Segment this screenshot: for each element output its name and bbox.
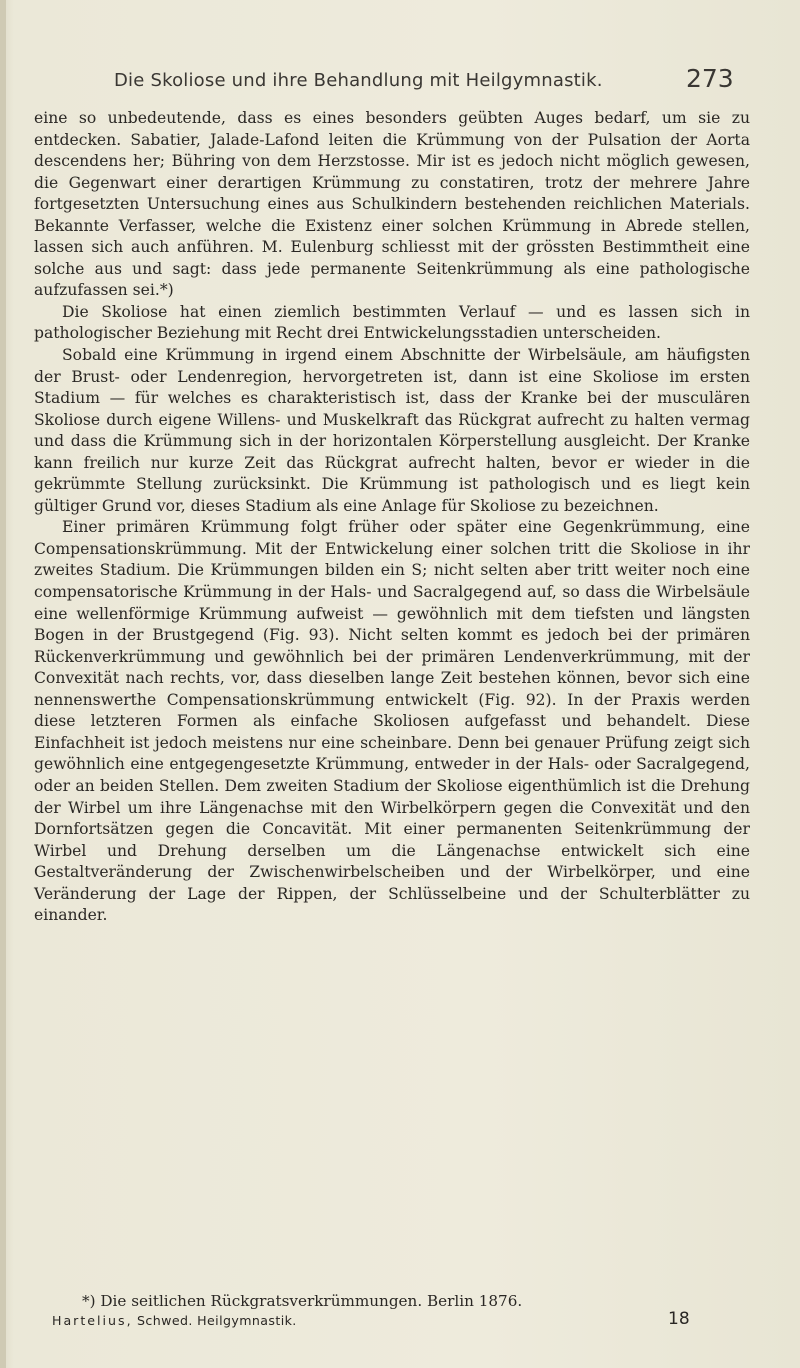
printer-signature (52, 1311, 297, 1331)
paragraph-2: Die Skoliose hat einen ziemlich bestimmten Verlauf — und es lassen sich in pathologischer Beziehung mit Recht drei Entwickelungsstadien unterscheiden. (34, 302, 750, 343)
footnote-block (34, 1291, 750, 1333)
page-header (0, 64, 800, 98)
paragraph-1: eine so unbedeutende, dass es eines besonders geübten Auges bedarf, um sie zu entdecken. Sabatier, Jalade-Lafond leiten die Krümmung von der Pulsation der Aorta descendens her; Bühring von dem Herzstosse. Mir ist es jedoch nicht möglich gewesen, die Gegenwart einer derartigen Krümmung zu constatiren, trotz der mehrere Jahre fortgesetzten Untersuchung eines aus Schulkindern bestehenden reichlichen Materials. Bekannte Verfasser, welche die Existenz einer solchen Krümmung in Abrede stellen, lassen sich auch anführen. M. Eulenburg schliesst mit der grössten Bestimmtheit eine solche aus und sagt: dass jede permanente Seitenkrümmung als eine pathologische aufzufassen sei.*) (34, 109, 750, 300)
signature-title: Schwed. Heilgymnastik. (132, 1313, 297, 1328)
body-text (34, 108, 750, 927)
sheet-number: 18 (668, 1309, 690, 1329)
page-gutter (0, 0, 6, 1368)
paragraph-4: Einer primären Krümmung folgt früher oder später eine Gegenkrümmung, eine Compensationskrümmung. Mit der Entwickelung einer solchen tritt die Skoliose in ihr zweites Stadium. Die Krümmungen bilden ein S; nicht selten aber tritt weiter noch eine compensatorische Krümmung in der Hals- und Sacralgegend auf, so dass die Wirbelsäule eine wellenförmige Krümmung aufweist — gewöhnlich mit dem tiefsten und längsten Bogen in der Brustgegend (Fig. 93). Nicht selten kommt es jedoch bei der primären Rückenverkrümmung und gewöhnlich bei der primären Lendenverkrümmung, mit der Convexität nach rechts, vor, dass dieselben lange Zeit bestehen können, bevor sich eine nennenswerthe Compensationskrümmung entwickelt (Fig. 92). In der Praxis werden diese letzteren Formen als einfache Skoliosen aufgefasst und behandelt. Diese Einfachheit ist jedoch meistens nur eine scheinbare. Denn bei genauer Prüfung zeigt sich gewöhnlich eine entgegengesetzte Krümmung, entweder in der Hals- oder Sacralgegend, oder an beiden Stellen. Dem zweiten Stadium der Skoliose eigenthümlich ist die Drehung der Wirbel um ihre Längenachse mit den Wirbelkörpern gegen die Convexität und den Dornfortsätzen gegen die Concavität. Mit einer permanenten Seitenkrümmung der Wirbel und Drehung derselben um die Längenachse entwickelt sich eine Gestaltveränderung der Zwischenwirbelscheiben und der Wirbelkörper, und eine Veränderung der Lage der Rippen, der Schlüsselbeine und der Schulterblätter zu einander. (34, 518, 750, 925)
page-number: 273 (686, 64, 734, 93)
running-title: Die Skoliose und ihre Behandlung mit Heilgymnastik. (114, 70, 603, 91)
signature-row (34, 1311, 750, 1333)
signature-author: Hartelius, (52, 1313, 133, 1328)
paragraph-3: Sobald eine Krümmung in irgend einem Abschnitte der Wirbelsäule, am häufigsten der Brust- oder Lendenregion, hervorgetreten ist, dann ist eine Skoliose im ersten Stadium — für welches es charakteristisch ist, dass der Kranke bei der musculären Skoliose durch eigene Willens- und Muskelkraft das Rückgrat aufrecht zu halten vermag und dass die Krümmung sich in der horizontalen Körperstellung ausgleicht. Der Kranke kann freilich nur kurze Zeit das Rückgrat aufrecht halten, bevor er wieder in die gekrümmte Stellung zurücksinkt. Die Krümmung ist pathologisch und es liegt kein gültiger Grund vor, dieses Stadium als eine Anlage für Skoliose zu bezeichnen. (34, 346, 750, 515)
footnote: *) Die seitlichen Rückgratsverkrümmungen. Berlin 1876. (82, 1292, 523, 1310)
